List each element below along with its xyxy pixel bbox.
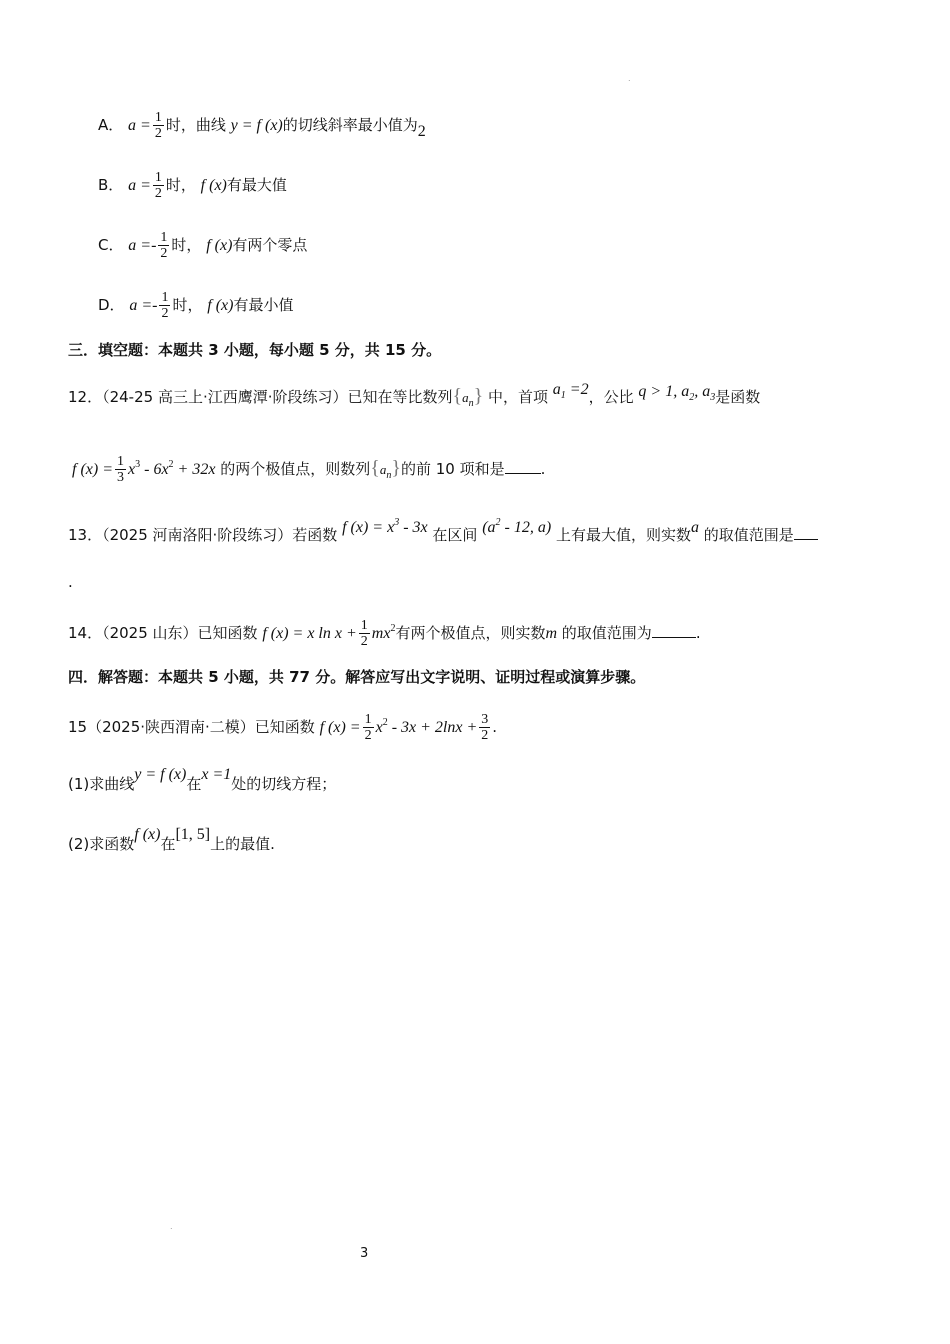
fraction: $\frac{1}{2}$ xyxy=(154,170,162,201)
fraction: $\frac{1}{2}$ xyxy=(154,110,162,141)
section-heading-fill-in: 三．填空题：本题共 3 小题，每小题 5 分，共 15 分。 xyxy=(68,341,442,359)
fraction: $\frac{1}{3}$ xyxy=(117,454,124,485)
option-d: D． a =- $\frac{1}{2}$ 时， f (x)有最小值 xyxy=(98,290,294,321)
question-15: 15（2025·陕西渭南·二模）已知函数 f (x) = $\frac{1}{2}$ $x^2 - 3x + 2\ln x$ + $\frac{3}{2}$ . xyxy=(68,712,498,743)
question-15-part-2: (2)求函数f (x)在[1, 5]上的最值. xyxy=(68,826,275,853)
page-number: 3 xyxy=(360,1246,369,1261)
question-12-cont: f (x) = $\frac{1}{3}$ $x^3 - 6x^2 + 32x$ 的两个极值点，则数列$\{a_n\}$的前 10 项和是 . xyxy=(72,454,546,485)
option-b: B． a = $\frac{1}{2}$ 时， f (x)有最大值 xyxy=(98,170,287,201)
question-13: 13．（2025 河南洛阳·阶段练习）若函数 f $(x) = x^3 - 3x$ 在区间 ($a^2 - 12$, a) 上有最大值，则实数a 的取值范围是 xyxy=(68,521,818,546)
option-a: A． a = $\frac{1}{2}$ 时，曲线 y = f (x)的切线斜率最小值为2 xyxy=(98,110,426,141)
answer-blank xyxy=(794,525,818,540)
answer-blank xyxy=(505,459,541,474)
question-15-part-1: (1)求曲线y = f (x)在x =1处的切线方程； xyxy=(68,766,337,793)
fraction: $\frac{1}{2}$ xyxy=(160,230,168,261)
question-14: 14．（2025 山东）已知函数 f (x) = x ln x + $\frac{1}{2}$ $mx^2$有两个极值点，则实数m 的取值范围为 . xyxy=(68,618,701,649)
fraction: $\frac{1}{2}$ xyxy=(360,618,368,649)
option-c: C． a =- $\frac{1}{2}$ 时， f (x)有两个零点 xyxy=(98,230,308,261)
fraction: $\frac{1}{2}$ xyxy=(364,712,372,743)
question-13-end: . xyxy=(68,573,73,591)
answer-blank xyxy=(652,623,696,638)
stray-dot: . xyxy=(170,1222,173,1231)
section-heading-solutions: 四．解答题：本题共 5 小题，共 77 分。解答应写出文字说明、证明过程或演算步骤。 xyxy=(68,668,646,686)
fraction: $\frac{1}{2}$ xyxy=(161,290,169,321)
fraction: $\frac{3}{2}$ xyxy=(481,712,489,743)
stray-dot: . xyxy=(628,74,631,83)
question-12: 12．（24-25 高三上·江西鹰潭·阶段练习）已知在等比数列$\{a_n\}$ 中，首项 $a_1 =2$，公比 q > 1, $a_2$, $a_3$是函数 xyxy=(68,381,761,409)
